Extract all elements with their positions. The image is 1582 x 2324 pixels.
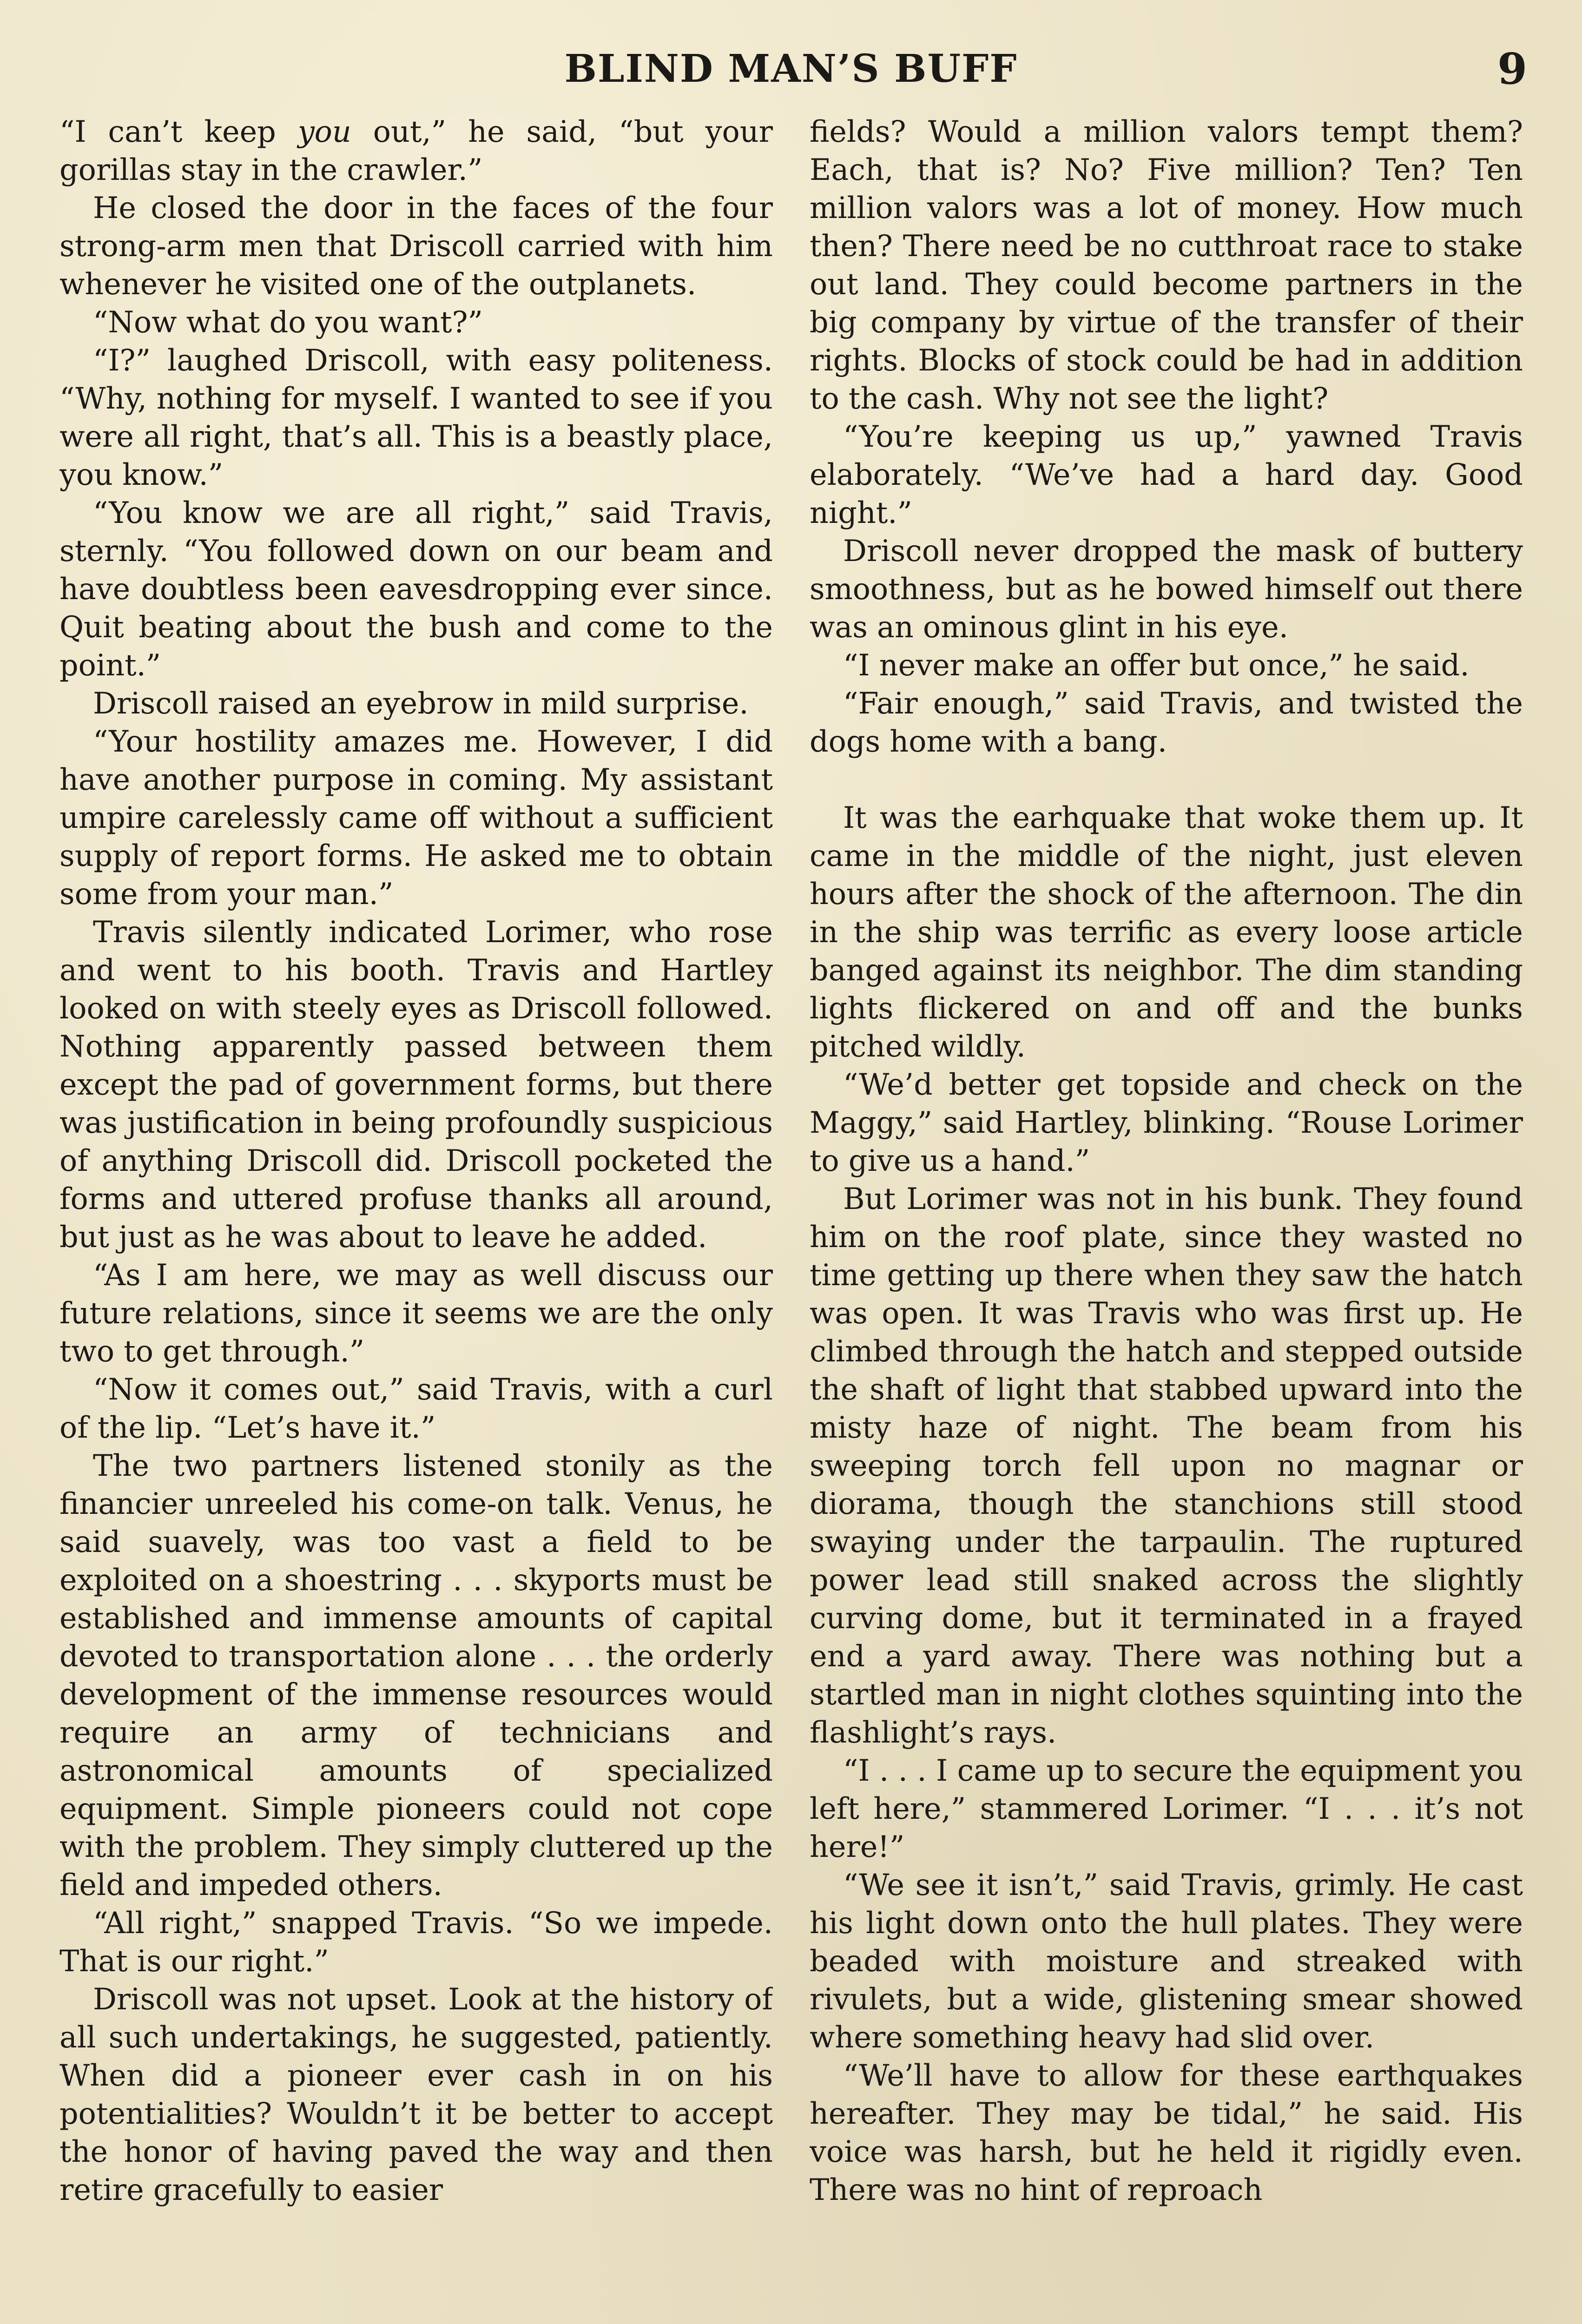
- paragraph: “We’ll have to allow for these earthquakes hereafter. They may be tidal,” he said. His voice was harsh, but he held it rigidly even. There was no hint of reproach: [810, 2058, 1523, 2207]
- paragraph: “Your hostility amazes me. However, I did have another purpose in coming. My assistant umpire carelessly came off without a sufficient supply of report forms. He asked me to obtain some from your man.”: [59, 724, 773, 911]
- paragraph: “Now it comes out,” said Travis, with a curl of the lip. “Let’s have it.”: [59, 1372, 773, 1445]
- page-header: [0, 46, 1582, 102]
- paragraph: “As I am here, we may as well discuss our future relations, since it seems we are the only two to get through.”: [59, 1258, 773, 1368]
- paragraph: “I never make an offer but once,” he said.: [843, 648, 1470, 682]
- paragraph: Driscoll never dropped the mask of buttery smoothness, but as he bowed himself out there was an ominous glint in his eye.: [810, 534, 1523, 644]
- paragraph: “I can’t keep you out,” he said, “but your gorillas stay in the crawler.”: [59, 114, 773, 187]
- paragraph: The two partners listened stonily as the financier unreeled his come-on talk. Venus, he said suavely, was too vast a field to be exploited on a shoestring . . . skyports must be established and immense amounts of capital devoted to transportation alone . . . the orderly development of the immense resources would require an army of technicians and astronomical amounts of specialized equipment. Simple pioneers could not cope with the problem. They simply cluttered up the field and impeded others.: [59, 1448, 773, 1902]
- paragraph: Driscoll raised an eyebrow in mild surprise.: [93, 686, 749, 720]
- paragraph: Travis silently indicated Lorimer, who rose and went to his booth. Travis and Hartley looked on with steely eyes as Driscoll followed. Nothing apparently passed between them except the pad of government forms, but there was justification in being profoundly suspicious of anything Driscoll did. Driscoll pocketed the forms and uttered profuse thanks all around, but just as he was about to leave he added.: [59, 915, 773, 1254]
- paragraph: “You’re keeping us up,” yawned Travis elaborately. “We’ve had a hard day. Good night.”: [810, 419, 1523, 530]
- paragraph: “You know we are all right,” said Travis, sternly. “You followed down on our beam and have doubtless been eavesdropping ever since. Quit beating about the bush and come to the point.”: [59, 495, 773, 682]
- paragraph: “Now what do you want?”: [93, 305, 483, 339]
- paragraph: But Lorimer was not in his bunk. They found him on the roof plate, since they wasted no time getting up there when they saw the hatch was open. It was Travis who was first up. He climbed through the hatch and stepped outside the shaft of light that stabbed upward into the misty haze of night. The beam from his sweeping torch fell upon no magnar or diorama, though the stanchions still stood swaying under the tarpaulin. The ruptured power lead still snaked across the slightly curving dome, but it terminated in a frayed end a yard away. There was nothing but a startled man in night clothes squinting into the flashlight’s rays.: [810, 1182, 1523, 1750]
- section-start-paragraph: It was the earhquake that woke them up. It came in the middle of the night, just eleven hours after the shock of the afternoon. The din in the ship was terrific as every loose article banged against its neighbor. The dim standing lights flickered on and off and the bunks pitched wildly.: [810, 800, 1523, 1063]
- paragraph: “I . . . I came up to secure the equipment you left here,” stammered Lorimer. “I . . . it’s not here!”: [810, 1753, 1523, 1864]
- paragraph: Driscoll was not upset. Look at the history of all such undertakings, he suggested, patiently. When did a pioneer ever cash in on his potentialities? Wouldn’t it be better to accept the honor of having paved the way and then retire gracefully to easier: [59, 1982, 773, 2207]
- paragraph: “We’d better get topside and check on the Maggy,” said Hartley, blinking. “Rouse Lorimer to give us a hand.”: [810, 1067, 1523, 1178]
- paragraph-continuation: fields? Would a million valors tempt them? Each, that is? No? Five million? Ten? Ten million valors was a lot of money. How much then? There need be no cutthroat race to stake out land. They could become partners in the big company by virtue of the transfer of their rights. Blocks of stock could be had in addition to the cash. Why not see the light?: [810, 114, 1523, 416]
- page-number: 9: [1497, 44, 1527, 94]
- running-title: BLIND MAN’S BUFF: [564, 46, 1018, 91]
- paragraph: “Fair enough,” said Travis, and twisted the dogs home with a bang.: [810, 686, 1523, 759]
- paragraph: “All right,” snapped Travis. “So we impede. That is our right.”: [59, 1906, 773, 1978]
- paragraph: “I?” laughed Driscoll, with easy politeness. “Why, nothing for myself. I wanted to see if you were all right, that’s all. This is a beastly place, you know.”: [59, 343, 773, 492]
- paragraph: “We see it isn’t,” said Travis, grimly. He cast his light down onto the hull plates. They were beaded with moisture and streaked with rivulets, but a wide, glistening smear showed where something heavy had slid over.: [810, 1868, 1523, 2054]
- emphasis: you: [297, 114, 351, 149]
- right-column: [810, 112, 1523, 2324]
- left-column: [59, 112, 773, 2324]
- paragraph: He closed the door in the faces of the four strong-arm men that Driscoll carried with him whenever he visited one of the outplanets.: [59, 191, 773, 301]
